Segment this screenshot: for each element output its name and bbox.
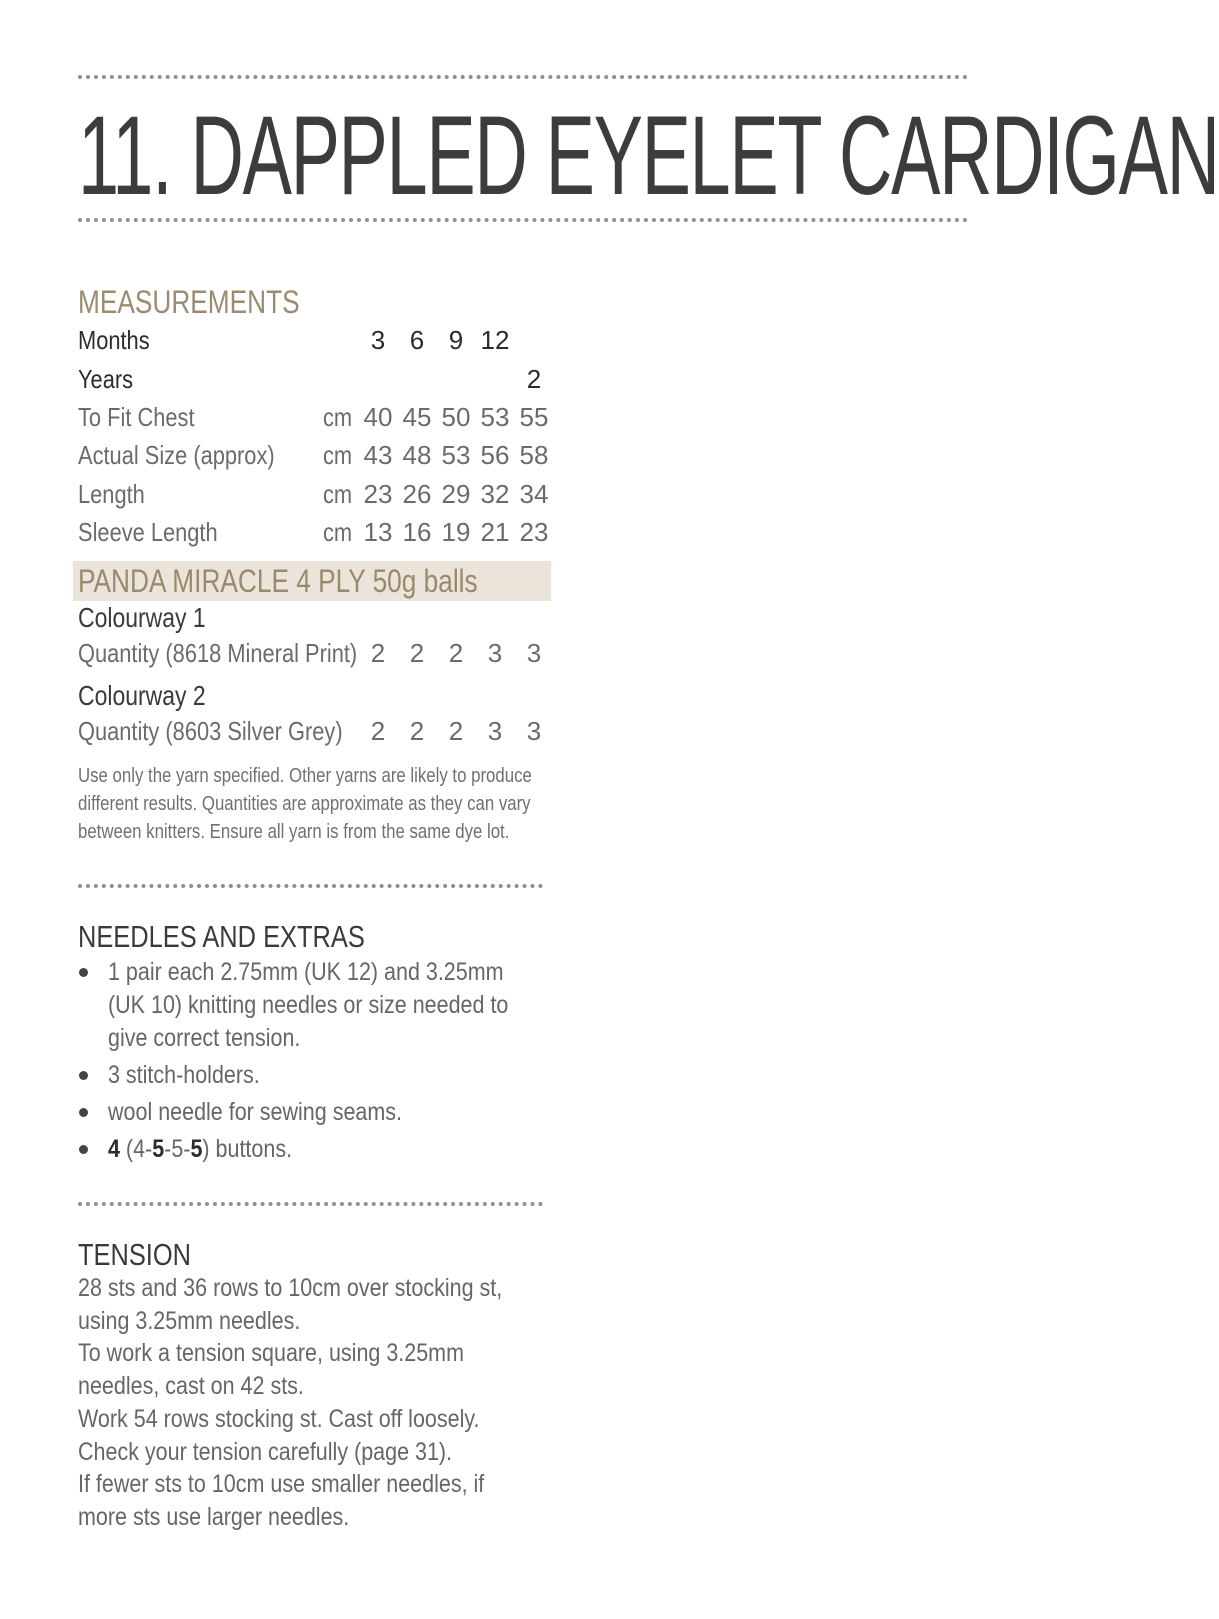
row-unit: cm (323, 402, 353, 432)
quantity-value: 2 (448, 638, 464, 668)
size-value: 56 (480, 440, 510, 470)
top-divider (78, 75, 968, 79)
row-label: Quantity (8618 Mineral Print) (78, 638, 358, 668)
table-row (78, 479, 558, 509)
size-value: 32 (480, 479, 510, 509)
size-value: 9 (448, 325, 464, 355)
row-label: To Fit Chest (78, 402, 195, 432)
needles-heading: NEEDLES AND EXTRAS (78, 919, 365, 954)
row-label: Actual Size (approx) (78, 440, 275, 470)
tension-line: To work a tension square, using 3.25mm (78, 1339, 465, 1368)
size-value: 3 (370, 325, 386, 355)
size-value: 58 (519, 440, 549, 470)
row-label: Years (78, 364, 134, 394)
size-value: 23 (363, 479, 393, 509)
table-row (78, 716, 558, 746)
table-row (78, 638, 558, 668)
size-value: 55 (519, 402, 549, 432)
quantity-value: 2 (409, 716, 425, 746)
size-value: 34 (519, 479, 549, 509)
list-item: 3 stitch-holders. (78, 1059, 598, 1092)
size-value: 53 (441, 440, 471, 470)
table-row (78, 440, 558, 470)
tension-line: more sts use larger needles. (78, 1502, 350, 1531)
row-unit: cm (323, 479, 353, 509)
needles-list (78, 956, 598, 1170)
yarn-note: Use only the yarn specified. Other yarns are likely to produce different results. Quantities are approximate as they can vary between knitters. Ensure all yarn is from the same dye lot. (78, 765, 532, 843)
tension-heading: TENSION (78, 1237, 191, 1272)
section-divider (78, 884, 543, 888)
section-divider (78, 1202, 543, 1206)
size-value: 40 (363, 402, 393, 432)
yarn-heading: PANDA MIRACLE 4 PLY 50g balls (78, 563, 478, 599)
quantity-value: 2 (448, 716, 464, 746)
size-value: 48 (402, 440, 432, 470)
buttons-text: 4 (4-5-5-5) buttons. (108, 1135, 293, 1163)
tension-line: Check your tension carefully (page 31). (78, 1437, 453, 1466)
tension-text (78, 1272, 571, 1534)
size-value: 12 (480, 325, 510, 355)
size-value: 53 (480, 402, 510, 432)
list-item (78, 1133, 598, 1166)
row-label: Quantity (8603 Silver Grey) (78, 716, 343, 746)
colourway-2-heading: Colourway 2 (78, 680, 206, 711)
quantity-value: 3 (487, 638, 503, 668)
page-title: 11. DAPPLED EYELET CARDIGAN (78, 93, 1219, 218)
size-value: 50 (441, 402, 471, 432)
table-row (78, 402, 558, 432)
size-value: 26 (402, 479, 432, 509)
measurements-heading: MEASUREMENTS (78, 284, 300, 320)
tension-line: 28 sts and 36 rows to 10cm over stocking st, (78, 1274, 503, 1302)
bullet-icon (79, 1071, 88, 1080)
size-value: 19 (441, 517, 471, 547)
row-label: Months (78, 325, 150, 355)
bullet-icon (79, 1108, 88, 1117)
size-value: 29 (441, 479, 471, 509)
row-unit: cm (323, 517, 353, 547)
quantity-value: 3 (526, 638, 542, 668)
quantity-value: 2 (370, 638, 386, 668)
tension-line: Work 54 rows stocking st. Cast off loosely. (78, 1404, 480, 1433)
size-value: 13 (363, 517, 393, 547)
bullet-icon (79, 1145, 88, 1154)
tension-line: needles, cast on 42 sts. (78, 1372, 304, 1401)
size-value: 16 (402, 517, 432, 547)
colourway-1-heading: Colourway 1 (78, 602, 206, 633)
size-value: 45 (402, 402, 432, 432)
list-item: 1 pair each 2.75mm (UK 12) and 3.25mm (UK 10) knitting needles or size needed to give correct tension. (78, 956, 598, 1055)
tension-line: using 3.25mm needles. (78, 1306, 301, 1335)
size-value: 6 (409, 325, 425, 355)
quantity-value: 3 (487, 716, 503, 746)
row-unit: cm (323, 440, 353, 470)
table-row (78, 325, 558, 355)
tension-line: If fewer sts to 10cm use smaller needles, if (78, 1470, 485, 1499)
row-label: Sleeve Length (78, 517, 218, 547)
table-row (78, 364, 558, 394)
quantity-value: 2 (370, 716, 386, 746)
list-item: wool needle for sewing seams. (78, 1096, 598, 1129)
title-divider (78, 218, 968, 222)
size-value: 43 (363, 440, 393, 470)
size-value: 21 (480, 517, 510, 547)
size-value: 2 (526, 364, 542, 394)
quantity-value: 2 (409, 638, 425, 668)
row-label: Length (78, 479, 145, 509)
table-row (78, 517, 558, 547)
size-value: 23 (519, 517, 549, 547)
bullet-icon (79, 968, 88, 977)
quantity-value: 3 (526, 716, 542, 746)
